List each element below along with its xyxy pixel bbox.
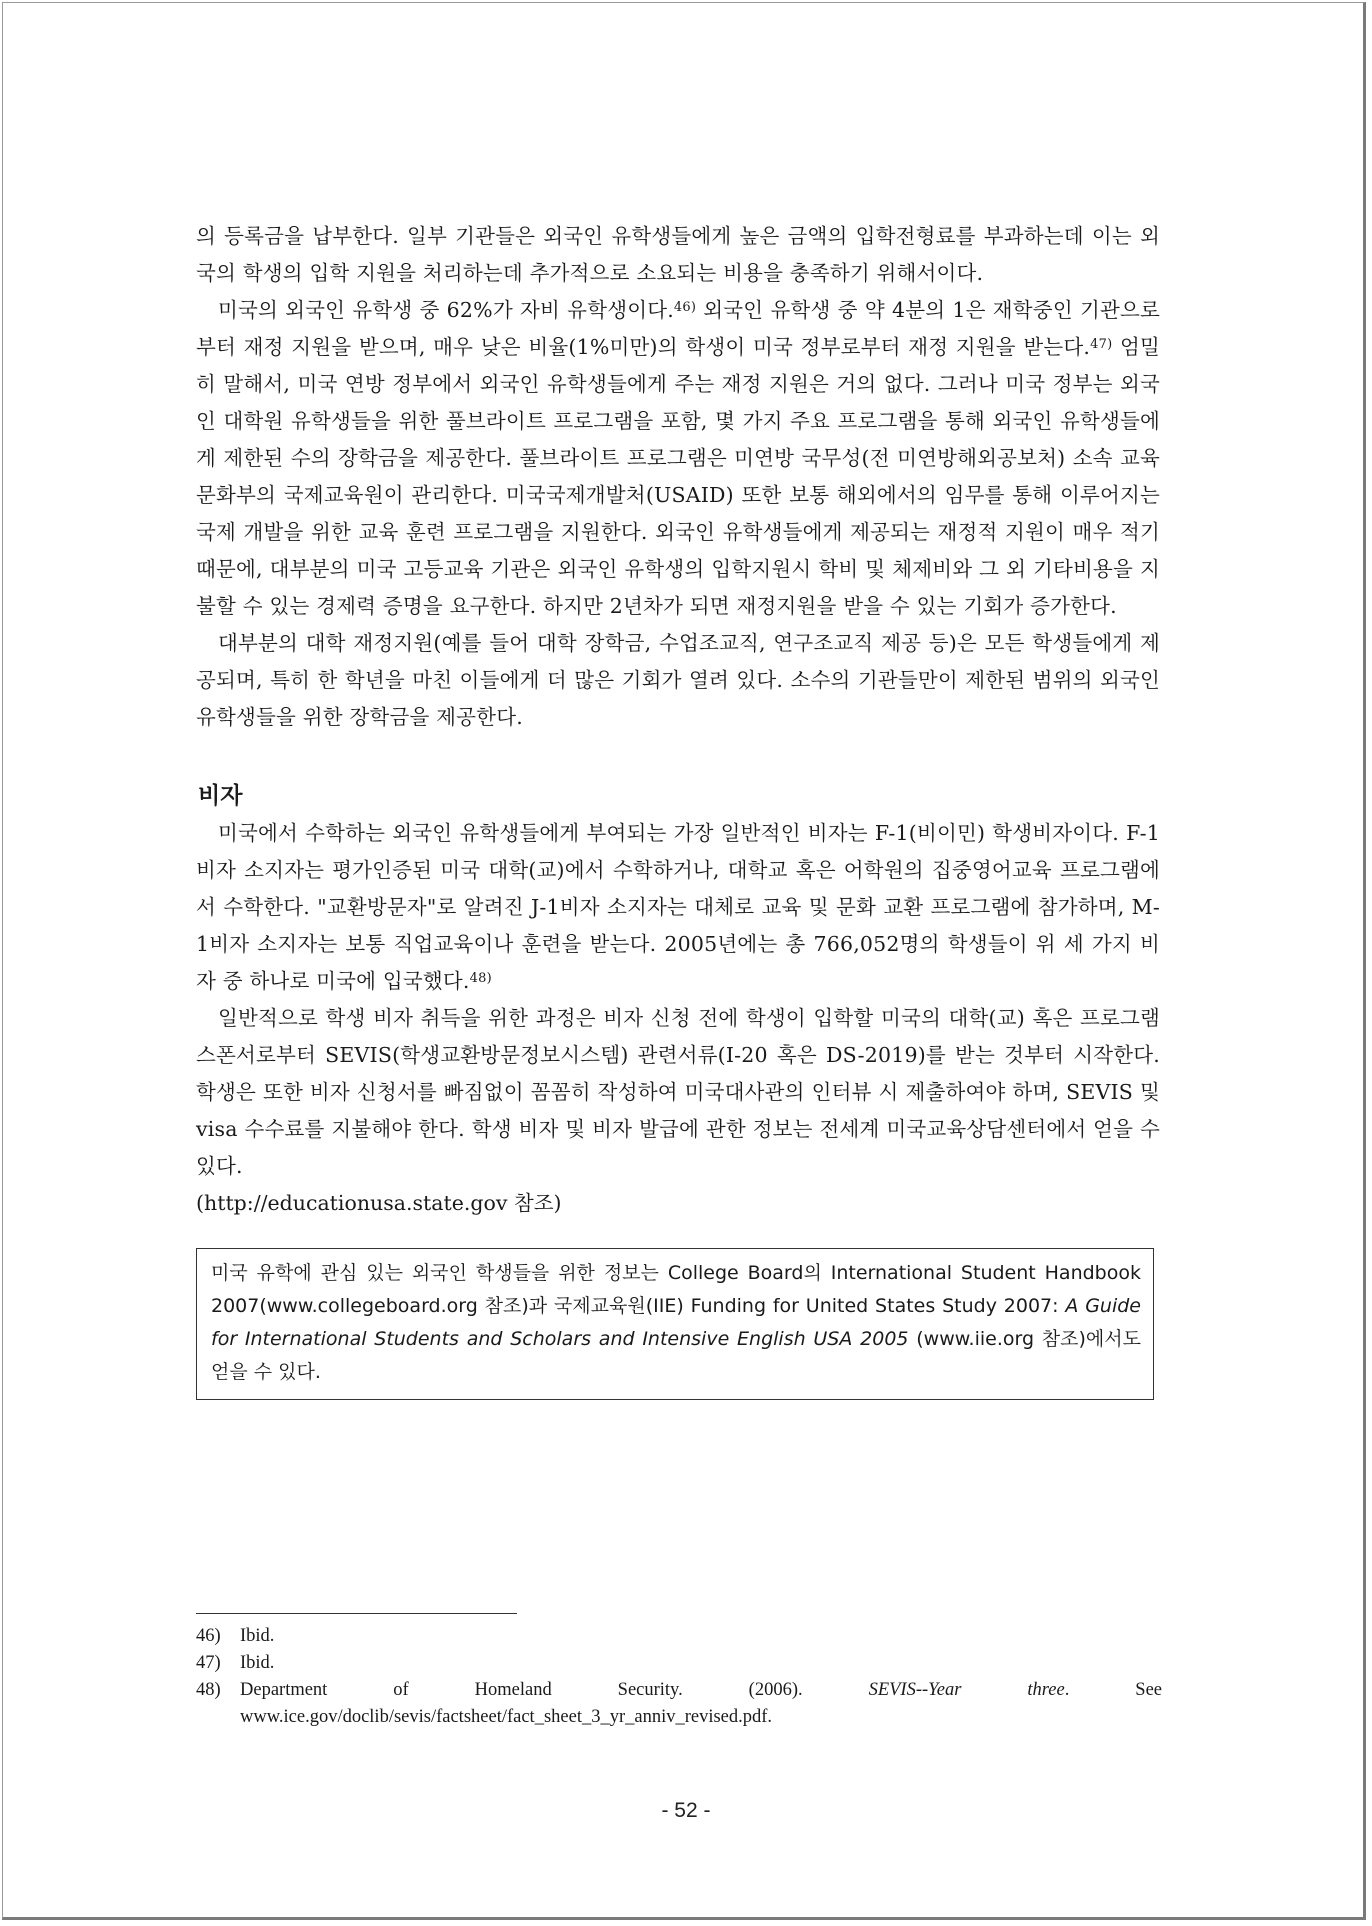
paragraph-5-text: 일반적으로 학생 비자 취득을 위한 과정은 비자 신청 전에 학생이 입학할 미국의 대학(교) 혹은 프로그램 스폰서로부터 SEVIS(학생교환방문정보시스템) 관련서류(I-20 혹은 DS-2019)를 받는 것부터 시작한다. 학생은 또한 비자 신청서를 빠짐없이 꼼꼼히 작성하여 미국대사관의 인터뷰 시 제출하여야 하며, SEVIS 및 visa 수수료를 지불해야 한다. 학생 비자 및 비자 발급에 관한 정보는 전세계 미국교육상담센터에서 얻을 수 있다. <box>196 1006 1160 1178</box>
paragraph-5 <box>196 1000 1160 1185</box>
footnote-text-a: Department of Homeland Security. (2006). <box>240 1680 869 1700</box>
reference-url-line: (http://educationusa.state.gov 참조) <box>196 1191 562 1215</box>
footnote-47 <box>196 1650 1162 1677</box>
paragraph-1-text: 의 등록금을 납부한다. 일부 기관들은 외국인 유학생들에게 높은 금액의 입학전형료를 부과하는데 이는 외국의 학생의 입학 지원을 처리하는데 추가적으로 소요되는 비용을 충족하기 위해서이다. <box>196 224 1160 285</box>
footnote-ref-47: 47) <box>1090 337 1113 352</box>
page-number: - 52 - <box>661 1799 711 1822</box>
footnote-48 <box>196 1677 1162 1731</box>
paragraph-4 <box>196 815 1160 1000</box>
section-heading-visa: 비자 <box>198 783 243 809</box>
footnote-ref-48: 48) <box>469 971 492 986</box>
footnote-number: 48) <box>196 1680 221 1700</box>
footnote-divider <box>196 1613 517 1614</box>
paragraph-3-text: 대부분의 대학 재정지원(예를 들어 대학 장학금, 수업조교직, 연구조교직 제공 등)은 모든 학생들에게 제공되며, 특히 한 학년을 마친 이들에게 더 많은 기회가 열려 있다. 소수의 기관들만이 제한된 범위의 외국인 유학생들을 위한 장학금을 제공한다. <box>196 631 1160 729</box>
paragraph-2 <box>196 292 1160 625</box>
paragraph-3 <box>196 625 1160 736</box>
footnote-number: 46) <box>196 1626 221 1646</box>
paragraph-4-text: 미국에서 수학하는 외국인 유학생들에게 부여되는 가장 일반적인 비자는 F-1(비이민) 학생비자이다. F-1비자 소지자는 평가인증된 미국 대학(교)에서 수학하거나, 대학교 혹은 어학원의 집중영어교육 프로그램에서 수학한다. "교환방문자"로 알려진 J-1비자 소지자는 대체로 교육 및 문화 교환 프로그램에 참가하며, M-1비자 소지자는 보통 직업교육이나 훈련을 받는다. 2005년에는 총 766,052명의 학생들이 위 세 가지 비자 중 하나로 미국에 입국했다. <box>196 821 1160 993</box>
paragraph-2-text-b: 외국인 유학생 중 약 4분의 1은 재학중인 기관으로부터 재정 지원을 받으며, 매우 낮은 비율(1%미만)의 학생이 미국 정부로부터 재정 지원을 받는다. <box>196 298 1160 359</box>
footnote-italic-title: SEVIS--Year three <box>868 1680 1065 1700</box>
footnote-number: 47) <box>196 1653 221 1673</box>
info-box-text-b: (www.iie.org 참조)에서도 얻을 수 있다. <box>211 1328 1141 1383</box>
footnote-text: Ibid. <box>240 1626 275 1646</box>
paragraph-1 <box>196 218 1160 292</box>
footnotes <box>196 1623 1162 1731</box>
body-text <box>196 218 1160 1400</box>
footnote-text: Ibid. <box>240 1653 275 1673</box>
footnote-46 <box>196 1623 1162 1650</box>
footnote-text <box>240 1677 1162 1731</box>
footnote-text-b: . See www.ice.gov/doclib/sevis/factsheet/fact_sheet_3_yr_anniv_revised.pdf. <box>240 1680 1162 1727</box>
info-box-text-a: 미국 유학에 관심 있는 외국인 학생들을 위한 정보는 College Board의 International Student Handbook 2007(www.collegeboard.org 참조)과 국제교육원(IIE) Funding for United States Study 2007: <box>211 1262 1141 1317</box>
paragraph-2-text-a: 미국의 외국인 유학생 중 62%가 자비 유학생이다. <box>218 298 674 322</box>
paragraph-2-text-c: 엄밀히 말해서, 미국 연방 정부에서 외국인 유학생들에게 주는 재정 지원은 거의 없다. 그러나 미국 정부는 외국인 대학원 유학생들을 위한 풀브라이트 프로그램을 포함, 몇 가지 주요 프로그램을 통해 외국인 유학생들에게 제한된 수의 장학금을 제공한다. 풀브라이트 프로그램은 미연방 국무성(전 미연방해외공보처) 소속 교육문화부의 국제교육원이 관리한다. 미국국제개발처(USAID) 또한 보통 해외에서의 임무를 통해 이루어지는 국제 개발을 위한 교육 훈련 프로그램을 지원한다. 외국인 유학생들에게 제공되는 재정적 지원이 매우 적기 때문에, 대부분의 미국 고등교육 기관은 외국인 유학생의 입학지원시 학비 및 체제비와 그 외 기타비용을 지불할 수 있는 경제력 증명을 요구한다. 하지만 2년차가 되면 재정지원을 받을 수 있는 기회가 증가한다. <box>196 335 1160 618</box>
footnote-ref-46: 46) <box>673 300 697 315</box>
info-box <box>196 1248 1154 1400</box>
info-box-italic-title: A Guide for International Students and Scholars and Intensive English USA 2005 <box>211 1295 1141 1350</box>
